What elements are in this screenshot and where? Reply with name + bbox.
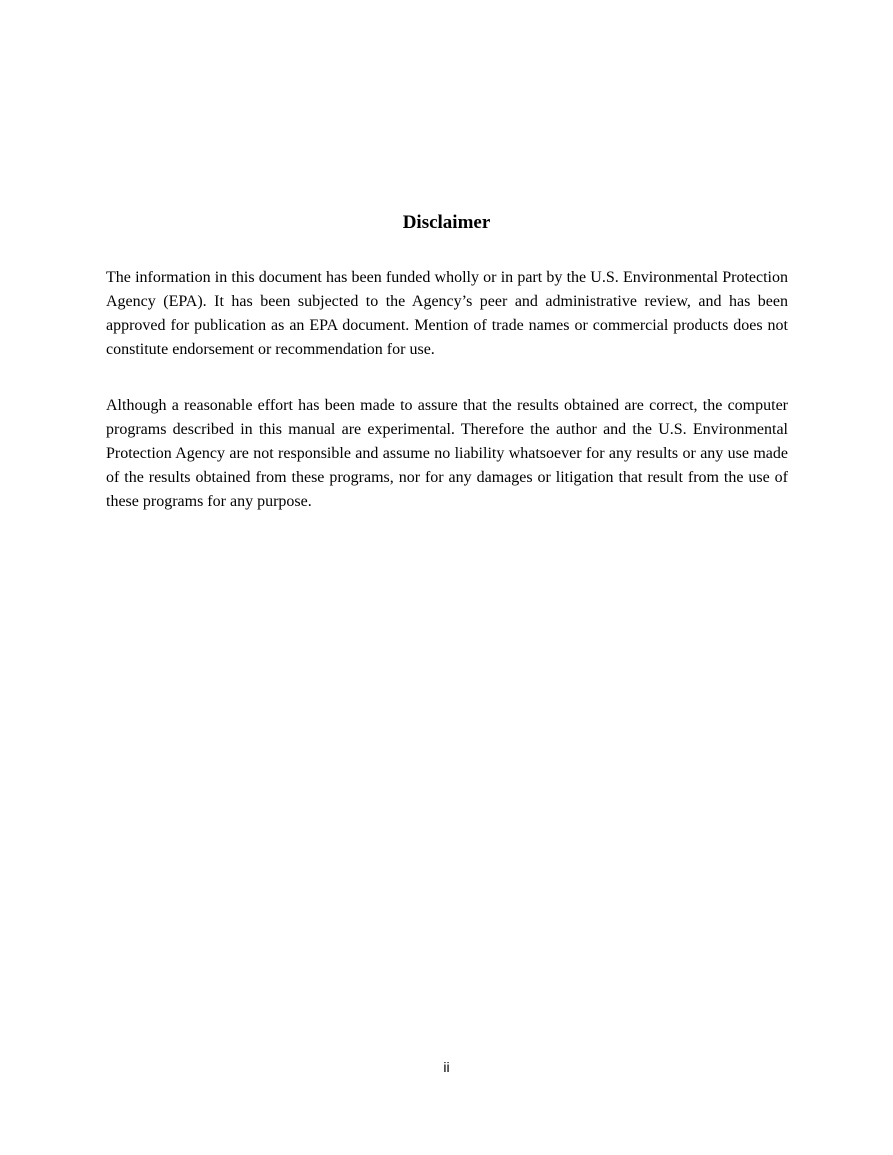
page-title: Disclaimer [402,212,491,233]
disclaimer-paragraph-liability: Although a reasonable effort has been made to assure that the results obtained are correct, the computer programs described in this manual are experimental. Therefore the author and the U.S. Environmental Protection Agency are not responsible and assume no liability whatsoever for any results or any use made of the results obtained from these programs, nor for any damages or litigation that result from the use of these programs for any purpose. [106,397,788,510]
page-number: ii [443,1059,450,1075]
disclaimer-paragraph-funding: The information in this document has been funded wholly or in part by the U.S. Environmental Protection Agency (EPA). It has been subjected to the Agency’s peer and administrative review, and has been approved for publication as an EPA document. Mention of trade names or commercial products does not constitute endorsement or recommendation for use. [106,269,788,358]
